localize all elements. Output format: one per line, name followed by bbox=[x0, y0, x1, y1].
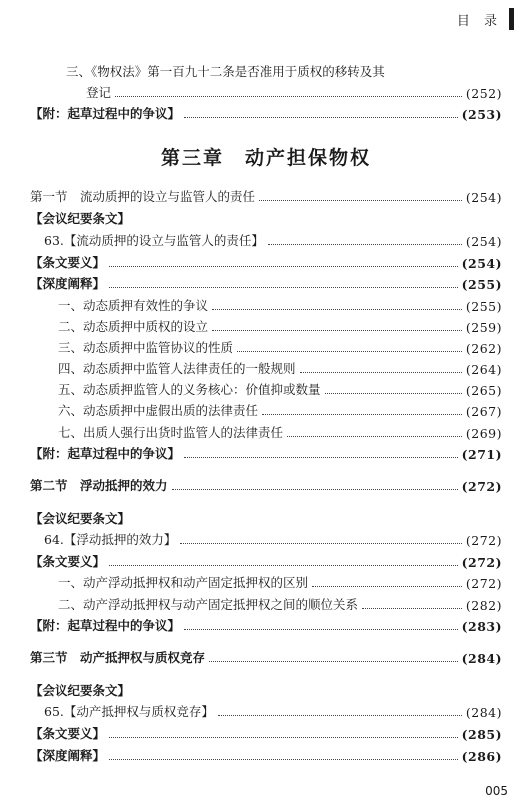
toc-entry bbox=[30, 552, 502, 570]
toc-entry bbox=[30, 648, 502, 666]
toc-entry-text: 五、动态质押监管人的义务核心：价值抑或数量 bbox=[58, 382, 321, 397]
toc-page-number: (253) bbox=[461, 107, 502, 122]
toc-entry-text: 一、动产浮动抵押权和动产固定抵押权的区别 bbox=[58, 575, 309, 590]
toc-entry bbox=[30, 509, 502, 527]
toc-page-number: (255) bbox=[465, 299, 502, 314]
toc-entry bbox=[58, 359, 502, 377]
toc-entry-text: 【深度阐释】 bbox=[30, 748, 106, 763]
toc-page-number: (286) bbox=[461, 749, 502, 764]
toc-entry-text: 三、动态质押中监管协议的性质 bbox=[58, 340, 234, 355]
toc-page-number: (285) bbox=[461, 727, 502, 742]
toc-entry bbox=[58, 423, 502, 441]
dot-leader bbox=[109, 759, 458, 760]
toc-entry-text: 一、动态质押有效性的争议 bbox=[58, 298, 209, 313]
toc-page-number: (272) bbox=[465, 576, 502, 591]
toc-entry-text: 六、动态质押中虚假出质的法律责任 bbox=[58, 403, 259, 418]
dot-leader bbox=[300, 372, 462, 373]
toc-entry-text: 【条文要义】 bbox=[30, 554, 106, 569]
dot-leader bbox=[259, 200, 462, 201]
toc-entry bbox=[44, 530, 502, 548]
toc-entry bbox=[30, 209, 502, 227]
toc-entry bbox=[30, 274, 502, 292]
toc-entry-text: 第三节 动产抵押权与质权竞存 bbox=[30, 650, 206, 665]
dot-leader bbox=[212, 309, 462, 310]
toc-entry-text: 64.【浮动抵押的效力】 bbox=[44, 532, 177, 547]
toc-entry-text: 65.【动产抵押权与质权竞存】 bbox=[44, 704, 214, 719]
toc-entry bbox=[58, 296, 502, 314]
toc-page-number: (271) bbox=[461, 447, 502, 462]
dot-leader bbox=[109, 266, 458, 267]
toc-entry-text: 七、出质人强行出货时监管人的法律责任 bbox=[58, 425, 284, 440]
toc-entry bbox=[30, 476, 502, 494]
toc-entry-text: 【会议纪要条文】 bbox=[30, 511, 131, 526]
toc-page-number: (272) bbox=[461, 479, 502, 494]
toc-page-number: (269) bbox=[465, 426, 502, 441]
toc-entry bbox=[58, 595, 502, 613]
toc-entry-text: 【深度阐释】 bbox=[30, 276, 106, 291]
toc-entry bbox=[30, 187, 502, 205]
toc-page-number: (284) bbox=[465, 705, 502, 720]
toc-entry-text: 【附：起草过程中的争议】 bbox=[30, 618, 181, 633]
toc-entry-text: 二、动产浮动抵押权与动产固定抵押权之间的顺位关系 bbox=[58, 597, 359, 612]
toc-entry-text: 第二节 浮动抵押的效力 bbox=[30, 478, 168, 493]
dot-leader bbox=[109, 287, 458, 288]
toc-page-number: (254) bbox=[465, 234, 502, 249]
toc-entry-text: 【附：起草过程中的争议】 bbox=[30, 106, 181, 121]
dot-leader bbox=[184, 117, 458, 118]
toc-page-number: (265) bbox=[465, 383, 502, 398]
dot-leader bbox=[312, 586, 462, 587]
dot-leader bbox=[109, 565, 458, 566]
toc-entry bbox=[44, 702, 502, 720]
toc-page-number: (272) bbox=[461, 555, 502, 570]
dot-leader bbox=[268, 244, 462, 245]
toc-entry bbox=[86, 83, 502, 101]
toc-page-number: (267) bbox=[465, 404, 502, 419]
header-bar-decoration bbox=[509, 8, 514, 30]
dot-leader bbox=[109, 737, 458, 738]
toc-page-number: (282) bbox=[465, 598, 502, 613]
dot-leader bbox=[212, 330, 462, 331]
dot-leader bbox=[209, 661, 458, 662]
toc-entry-text: 【会议纪要条文】 bbox=[30, 211, 131, 226]
toc-entry bbox=[58, 401, 502, 419]
toc-entry-text: 三、《物权法》第一百九十二条是否准用于质权的移转及其 bbox=[66, 64, 385, 79]
chapter-title: 第三章 动产担保物权 bbox=[160, 147, 371, 169]
toc-entry-text: 【条文要义】 bbox=[30, 255, 106, 270]
toc-entry bbox=[44, 231, 502, 249]
toc-entry bbox=[66, 62, 502, 80]
dot-leader bbox=[287, 436, 462, 437]
dot-leader bbox=[172, 489, 458, 490]
toc-entry bbox=[30, 724, 502, 742]
toc-page-number: (259) bbox=[465, 320, 502, 335]
dot-leader bbox=[180, 543, 461, 544]
dot-leader bbox=[115, 96, 462, 97]
footer-page-number: 005 bbox=[485, 784, 508, 798]
dot-leader bbox=[362, 608, 462, 609]
toc-entry-text: 登记 bbox=[86, 85, 112, 100]
dot-leader bbox=[184, 457, 458, 458]
toc-entry-text: 四、动态质押中监管人法律责任的一般规则 bbox=[58, 361, 296, 376]
toc-entry bbox=[30, 104, 502, 122]
toc-entry bbox=[30, 253, 502, 271]
dot-leader bbox=[325, 393, 462, 394]
toc-entry-text: 【附：起草过程中的争议】 bbox=[30, 446, 181, 461]
dot-leader bbox=[237, 351, 462, 352]
toc-entry-text: 【会议纪要条文】 bbox=[30, 683, 131, 698]
dot-leader bbox=[184, 629, 458, 630]
running-header-title: 目 录 bbox=[456, 14, 502, 29]
toc-page-number: (264) bbox=[465, 362, 502, 377]
toc-entry bbox=[30, 681, 502, 699]
toc-page-number: (254) bbox=[465, 190, 502, 205]
toc-entry bbox=[58, 338, 502, 356]
toc-entry-text: 【条文要义】 bbox=[30, 726, 106, 741]
dot-leader bbox=[218, 715, 462, 716]
toc-page-number: (283) bbox=[461, 619, 502, 634]
toc-entry bbox=[30, 444, 502, 462]
toc-entry-text: 第一节 流动质押的设立与监管人的责任 bbox=[30, 189, 256, 204]
toc-page-number: (284) bbox=[461, 651, 502, 666]
toc-entry bbox=[30, 616, 502, 634]
toc-page-number: (272) bbox=[465, 533, 502, 548]
toc-page-number: (252) bbox=[465, 86, 502, 101]
toc-page-number: (255) bbox=[461, 277, 502, 292]
toc-entry bbox=[30, 746, 502, 764]
dot-leader bbox=[262, 414, 462, 415]
toc-entry-text: 二、动态质押中质权的设立 bbox=[58, 319, 209, 334]
toc-entry bbox=[58, 380, 502, 398]
toc-entry-text: 63.【流动质押的设立与监管人的责任】 bbox=[44, 233, 264, 248]
toc-page-number: (254) bbox=[461, 256, 502, 271]
toc-page-number: (262) bbox=[465, 341, 502, 356]
toc-entry bbox=[58, 573, 502, 591]
toc-entry bbox=[58, 317, 502, 335]
